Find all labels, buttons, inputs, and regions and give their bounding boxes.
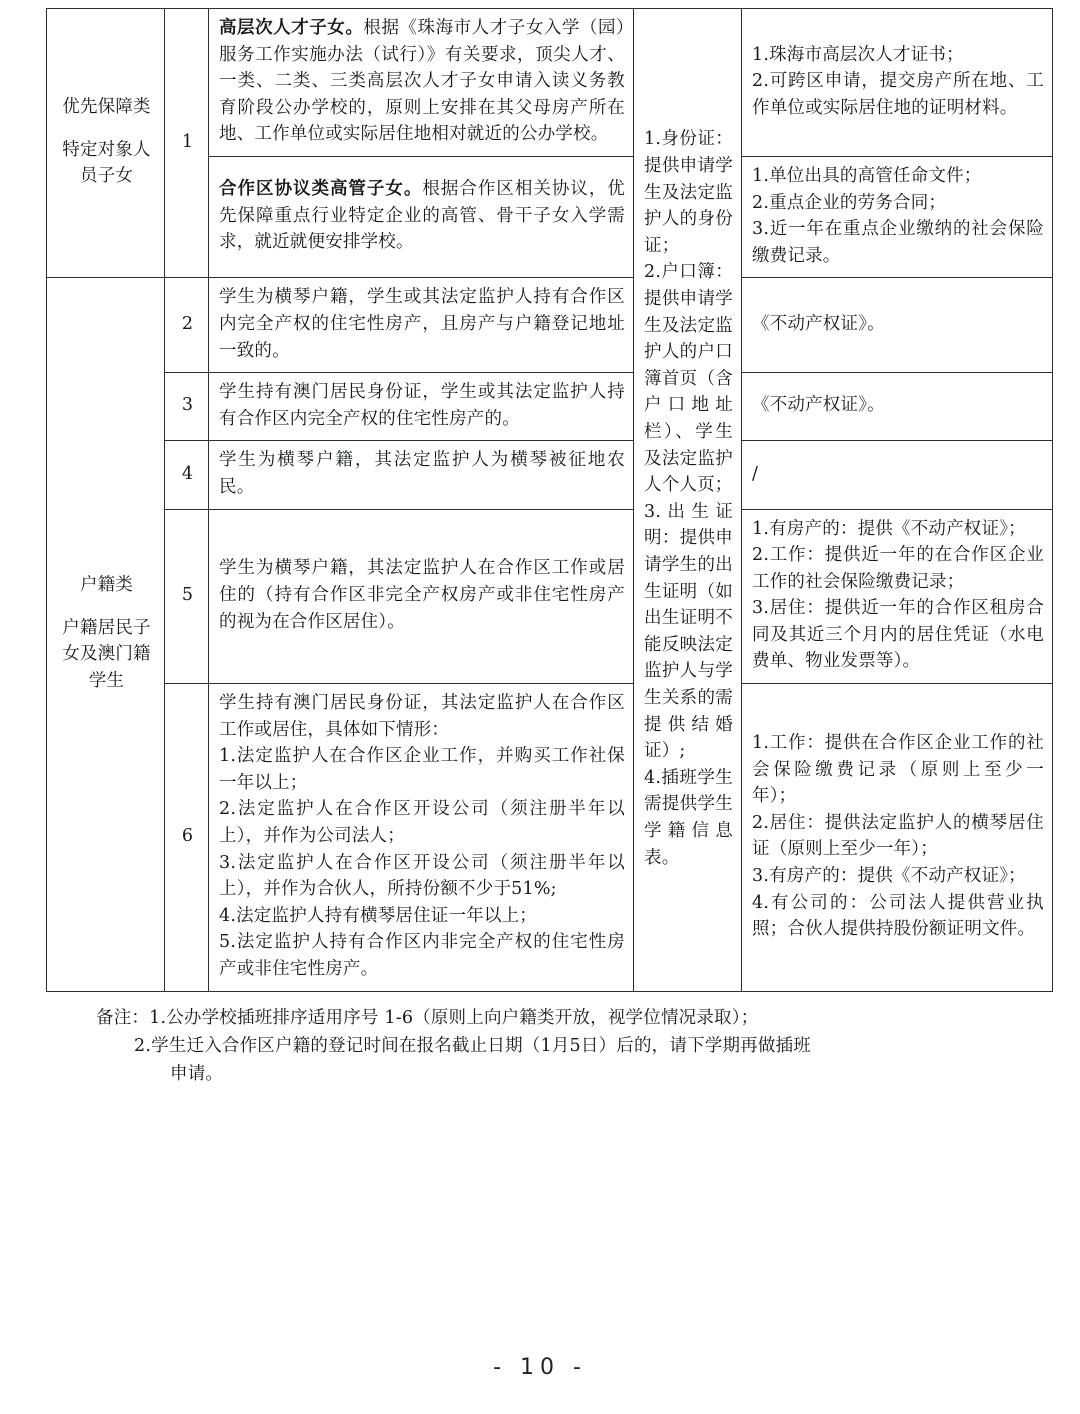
category-cell-priority [47,9,165,278]
description-1a [209,9,634,157]
description-3: 学生持有澳门居民身份证，学生或其法定监护人持有合作区内完全产权的住宅性房产的。 [209,373,634,441]
category-label: 优先保障类 [62,97,151,118]
page-number: - 10 - [493,1355,587,1380]
row-number-2: 2 [165,278,209,373]
documents-column: 1.身份证：提供申请学生及法定监护人的身份证； 2.户口簿：提供申请学生及法定监护人的户口簿首页（含户口地址栏）、学生及法定监护人个人页； 3.出生证明：提供申请学生的出生证明（如出生证明不能反映法定监护人与学生关系的需提供结婚证）; 4.插班学生需提供学生学籍信息表。 [634,9,742,992]
table-row [47,684,1053,992]
category-cell-household [47,278,165,991]
table-row [47,509,1053,684]
extra-6: 1.工作：提供在合作区企业工作的社会保险缴费记录（原则上至少一年）； 2.居住：提供法定监护人的横琴居住证（原则上至少一年）； 3.有房产的：提供《不动产权证》； 4.有公司的：公司法人提供营业执照；合伙人提供持股份额证明文件。 [742,684,1053,992]
table-row [47,441,1053,509]
notes-item-2-cont: 申请。 [170,1064,224,1085]
extra-4: / [742,441,1053,509]
row-number-5: 5 [165,509,209,684]
row-number-4: 4 [165,441,209,509]
description-emphasis: 高层次人才子女。 [219,18,364,38]
row-number-1: 1 [165,9,209,278]
notes-item-1: 1.公办学校插班排序适用序号 1-6（原则上向户籍类开放，视学位情况录取）； [149,1007,759,1028]
eligibility-table [46,8,1053,992]
spacer [57,599,156,615]
description-text: 根据合作区相关协议，优先保障重点行业特定企业的高管、骨干子女入学需求，就近就便安排学校。 [219,179,626,253]
table-row [47,373,1053,441]
extra-2: 《不动产权证》。 [742,278,1053,373]
description-emphasis: 合作区协议类高管子女。 [219,179,423,200]
category-label: 户籍类 [79,575,134,596]
description-4: 学生为横琴户籍，其法定监护人为横琴被征地农民。 [209,441,634,509]
notes-label: 备注： [96,1007,150,1028]
extra-1a: 1.珠海市高层次人才证书； 2.可跨区申请，提交房产所在地、工作单位或实际居住地的证明材料。 [742,9,1053,157]
description-1b [209,156,634,277]
notes-line-1 [96,1004,1026,1032]
description-6: 学生持有澳门居民身份证，其法定监护人在合作区工作或居住，具体如下情形： 1.法定监护人在合作区企业工作，并购买工作社保一年以上； 2.法定监护人在合作区开设公司（须注册半年以上），并作为公司法人； 3.法定监护人在合作区开设公司（须注册半年以上），并作为合伙人，所持份额不少于51%; 4.法定监护人持有横琴居住证一年以上； 5.法定监护人持有合作区内非完全产权的住宅性房产或非住宅性房产。 [209,684,634,992]
table-row [47,9,1053,157]
description-2: 学生为横琴户籍，学生或其法定监护人持有合作区内完全产权的住宅性房产，且房产与户籍登记地址一致的。 [209,278,634,373]
extra-5: 1.有房产的：提供《不动产权证》； 2.工作：提供近一年的在合作区企业工作的社会保险缴费记录； 3.居住：提供近一年的合作区租房合同及其近三个月内的居住凭证（水电费单、物业发票等）。 [742,509,1053,684]
row-number-6: 6 [165,684,209,992]
category-sublabel: 户籍居民子女及澳门籍学生 [62,617,151,692]
category-sublabel: 特定对象人员子女 [62,139,151,187]
table-row [47,278,1053,373]
extra-3: 《不动产权证》。 [742,373,1053,441]
description-text: 根据《珠海市人才子女入学（园）服务工作实施办法（试行）》有关要求，顶尖人才、一类、二类、三类高层次人才子女申请入读义务教育阶段公办学校的，原则上安排在其父母房产所在地、工作单位或实际居住地相对就近的公办学校。 [219,18,626,145]
spacer [57,121,156,137]
notes-item-2: 2.学生迁入合作区户籍的登记时间在报名截止日期（1月5日）后的，请下学期再做插班 [134,1035,811,1056]
description-5: 学生为横琴户籍，其法定监护人在合作区工作或居住的（持有合作区非完全产权房产或非住宅性房产的视为在合作区居住）。 [209,509,634,684]
extra-1b: 1.单位出具的高管任命文件； 2.重点企业的劳务合同； 3.近一年在重点企业缴纳的社会保险缴费记录。 [742,156,1053,277]
notes-block [96,1004,1026,1089]
row-number-3: 3 [165,373,209,441]
